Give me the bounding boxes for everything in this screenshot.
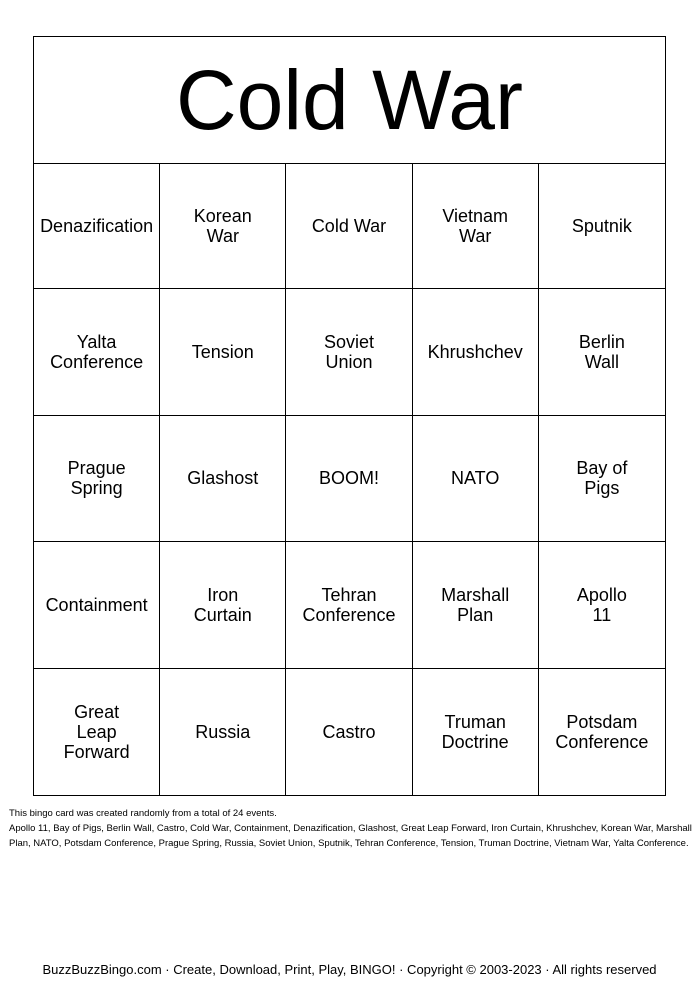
- bingo-cell: BOOM!: [286, 416, 412, 542]
- bingo-cell: Russia: [160, 669, 286, 795]
- bingo-cell: Great Leap Forward: [34, 669, 160, 795]
- bingo-cell: Soviet Union: [286, 289, 412, 415]
- bingo-cell: Iron Curtain: [160, 542, 286, 668]
- bingo-card: [33, 36, 666, 796]
- bingo-cell: Containment: [34, 542, 160, 668]
- bingo-cell: Denazification: [34, 163, 160, 289]
- bingo-cell: Apollo 11: [539, 542, 665, 668]
- bingo-cell: Cold War: [286, 163, 412, 289]
- bingo-cell: Bay of Pigs: [539, 416, 665, 542]
- bingo-cell: Truman Doctrine: [413, 669, 539, 795]
- bingo-cell: Vietnam War: [413, 163, 539, 289]
- bingo-cell: Marshall Plan: [413, 542, 539, 668]
- bingo-cell: Prague Spring: [34, 416, 160, 542]
- bingo-cell: Glashost: [160, 416, 286, 542]
- card-note: [9, 806, 693, 851]
- bingo-cell: Potsdam Conference: [555, 711, 649, 752]
- bingo-cell: Khrushchev: [413, 289, 539, 415]
- bingo-cell: Korean War: [160, 163, 286, 289]
- bingo-cell: Castro: [286, 669, 412, 795]
- note-summary: This bingo card was created randomly from a total of 24 events.: [9, 808, 277, 819]
- bingo-cell: Sputnik: [539, 163, 665, 289]
- bingo-cell: Yalta Conference: [34, 289, 160, 415]
- bingo-cell: Tehran Conference: [286, 542, 412, 668]
- card-title: Cold War: [34, 37, 665, 164]
- bingo-cell: Berlin Wall: [539, 289, 665, 415]
- bingo-grid: [34, 163, 665, 795]
- bingo-cell: NATO: [413, 416, 539, 542]
- bingo-cell: Tension: [160, 289, 286, 415]
- note-events-list: Apollo 11, Bay of Pigs, Berlin Wall, Castro, Cold War, Containment, Denazification, Glashost, Great Leap Forward, Iron Curtain, Khrushchev, Korean War, Marshall Plan, NATO, Potsdam Conference, Prague Spring, Russia, Soviet Union, Sputnik, Tehran Conference, Tension, Truman Doctrine, Vietnam War, Yalta Conference.: [9, 823, 692, 849]
- site-footer: BuzzBuzzBingo.com · Create, Download, Print, Play, BINGO! · Copyright © 2003-2023 · All rights reserved: [42, 962, 657, 977]
